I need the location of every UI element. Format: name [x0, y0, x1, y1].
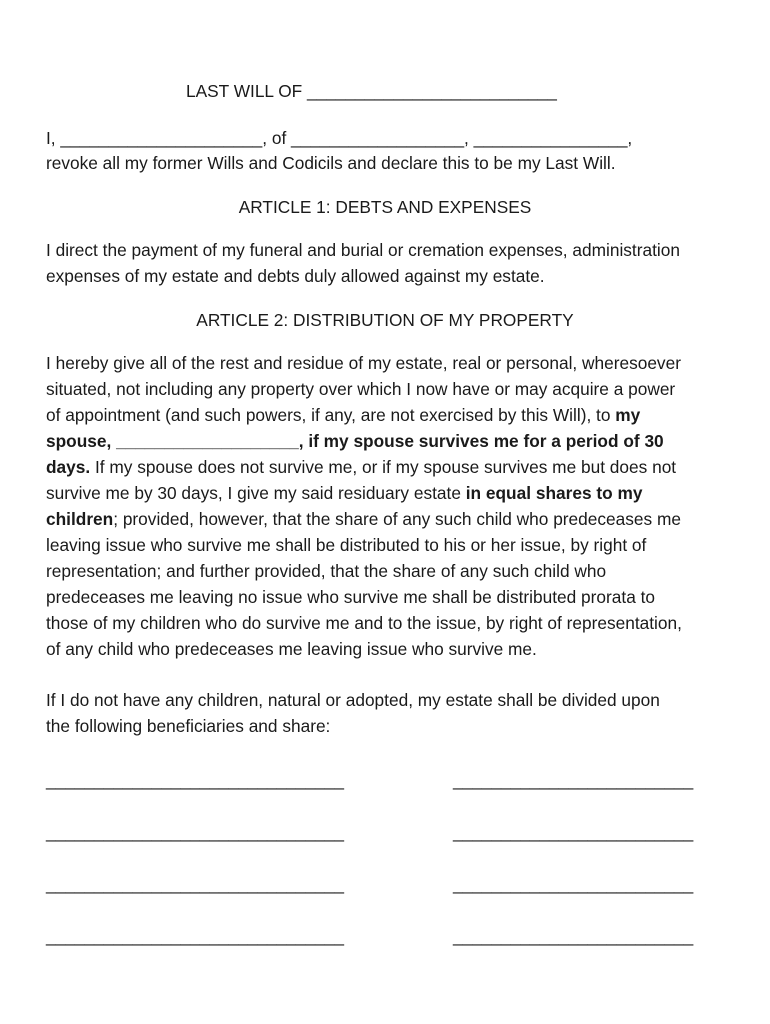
article-2-text-line: representation; and further provided, that the share of any such child who: [46, 561, 607, 581]
article-2-text-line: of any child who predeceases me leaving issue who survive me.: [46, 639, 537, 659]
article-2-text-line: those of my children who do survive me and to the issue, by right of representation,: [46, 613, 682, 633]
document-title: LAST WILL OF __________________________: [186, 81, 557, 101]
no-children-text-line-2: the following beneficiaries and share:: [46, 716, 331, 736]
article-2-text-line: situated, not including any property over which I now have or may acquire a power: [46, 379, 676, 399]
bold-text-run: days.: [46, 457, 91, 477]
article-2-heading: ARTICLE 2: DISTRIBUTION OF MY PROPERTY: [196, 310, 574, 330]
beneficiary-name-blank[interactable]: _______________________________: [46, 770, 344, 790]
article-2-text-line: [46, 508, 681, 530]
article-2-text-line: [46, 482, 642, 504]
article-2-text-line: [46, 430, 664, 452]
bold-text-run: my: [615, 405, 641, 425]
beneficiary-share-blank[interactable]: _________________________: [453, 822, 694, 842]
beneficiary-share-blank[interactable]: _________________________: [453, 770, 694, 790]
article-1-text-line-1: I direct the payment of my funeral and burial or cremation expenses, administration: [46, 240, 680, 260]
text-run: ; provided, however, that the share of any such child who predeceases me: [113, 509, 681, 529]
beneficiary-name-blank[interactable]: _______________________________: [46, 822, 344, 842]
text-run: survive me by 30 days, I give my said residuary estate: [46, 483, 466, 503]
article-2-text-line: predeceases me leaving no issue who survive me shall be distributed prorata to: [46, 587, 656, 607]
article-1-heading: ARTICLE 1: DEBTS AND EXPENSES: [238, 197, 532, 217]
beneficiary-share-blank[interactable]: _________________________: [453, 874, 694, 894]
bold-text-run: in equal shares to my: [465, 483, 643, 503]
article-2-text-line: [46, 456, 676, 478]
beneficiary-name-blank[interactable]: _______________________________: [46, 926, 344, 946]
article-2-text-line: leaving issue who survive me shall be distributed to his or her issue, by right of: [46, 535, 647, 555]
testator-declaration-line-2: revoke all my former Wills and Codicils and declare this to be my Last Will.: [46, 153, 616, 173]
beneficiary-name-blank[interactable]: _______________________________: [46, 874, 344, 894]
spouse-clause: spouse, ___________________, if my spouse survives me for a period of 30: [46, 431, 664, 451]
beneficiary-share-blank[interactable]: _________________________: [453, 926, 694, 946]
no-children-text-line-1: If I do not have any children, natural or adopted, my estate shall be divided upon: [46, 690, 660, 710]
article-1-text-line-2: expenses of my estate and debts duly allowed against my estate.: [46, 266, 545, 286]
testator-declaration-line-1: I, _____________________, of __________________, ________________,: [46, 128, 633, 148]
article-2-text-line: I hereby give all of the rest and residue of my estate, real or personal, wheresoever: [46, 353, 681, 373]
text-run: If my spouse does not survive me, or if my spouse survives me but does not: [90, 457, 677, 477]
text-run: of appointment (and such powers, if any, are not exercised by this Will), to: [46, 405, 616, 425]
article-2-text-line: [46, 404, 640, 426]
bold-text-run: children: [46, 509, 114, 529]
